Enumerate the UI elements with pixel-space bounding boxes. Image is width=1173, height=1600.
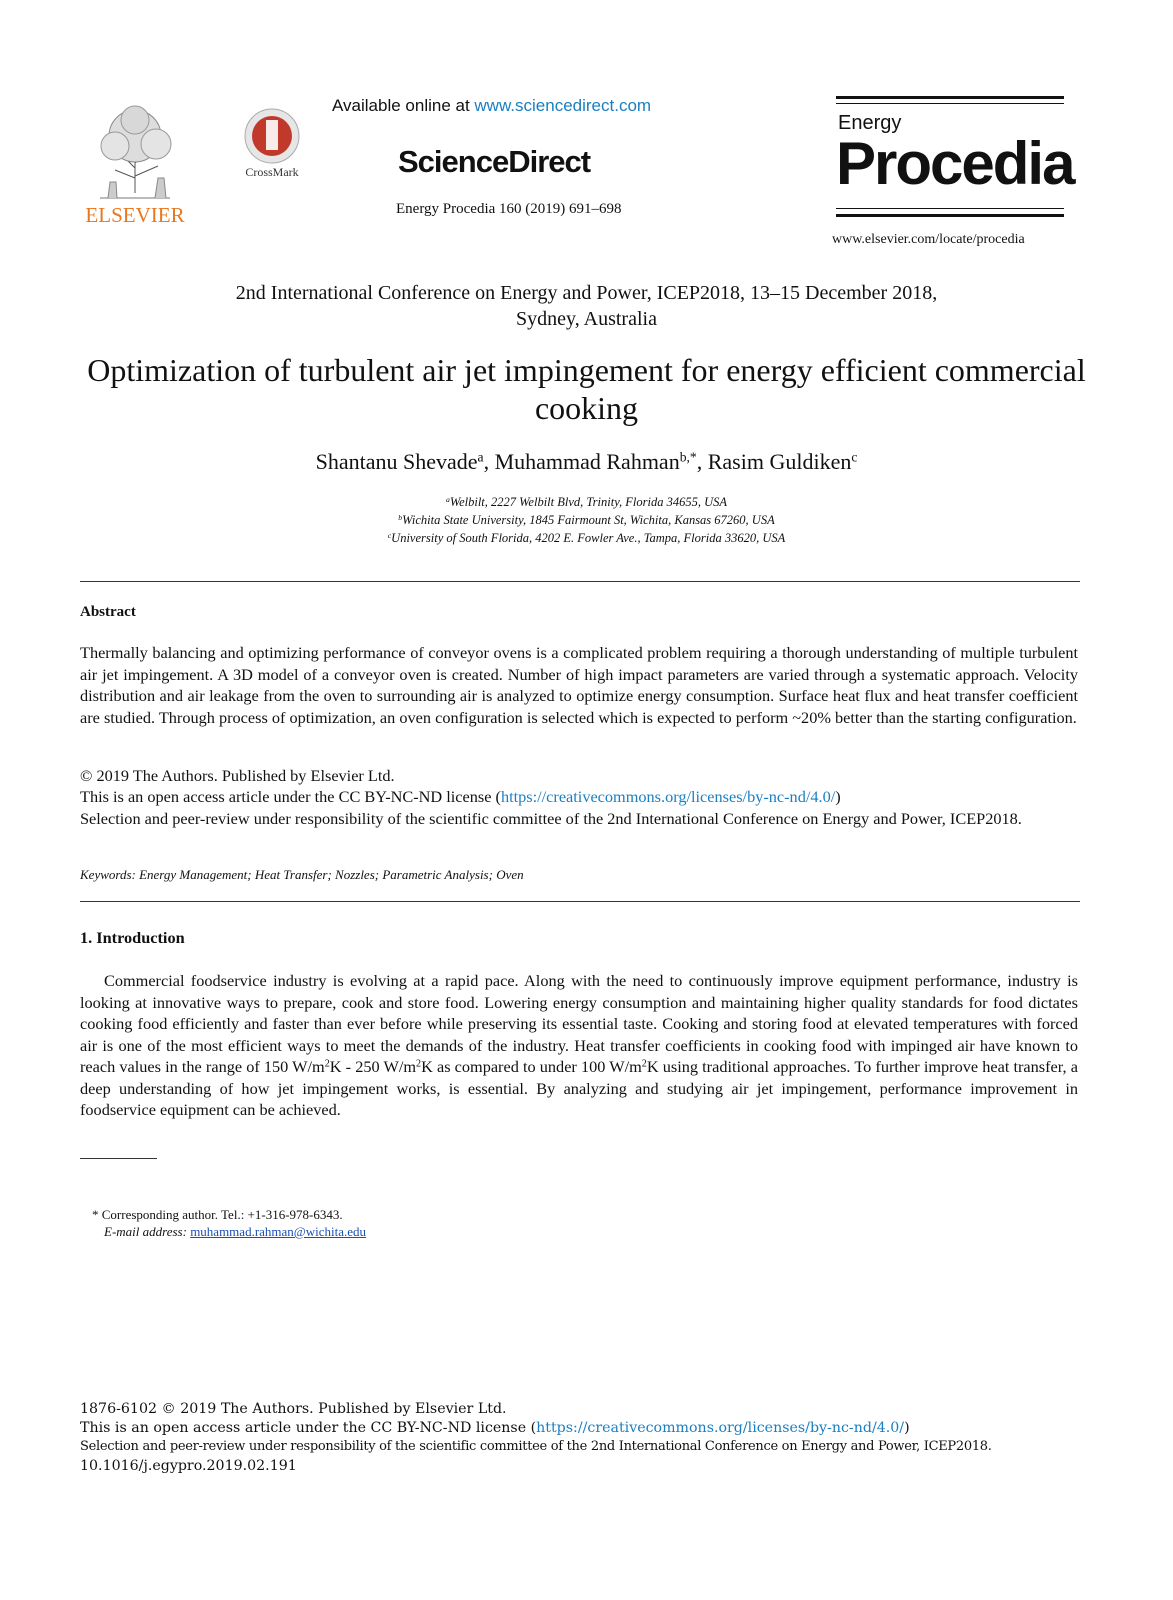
license-suffix: ): [835, 787, 841, 806]
keywords: Keywords: Energy Management; Heat Transfer; Nozzles; Parametric Analysis; Oven: [80, 867, 524, 882]
author-affil-mark: c: [851, 449, 858, 465]
superscript: 2: [324, 1058, 330, 1070]
available-prefix: Available online at: [332, 96, 475, 115]
email-link[interactable]: muhammad.rahman@wichita.edu: [190, 1224, 367, 1239]
affil-text: University of South Florida, 4202 E. Fowler Ave., Tampa, Florida 33620, USA: [391, 531, 786, 545]
conference-line-2: Sydney, Australia: [516, 308, 657, 330]
author-name: Rasim Guldiken: [707, 449, 852, 474]
author-name: Muhammad Rahman: [494, 449, 680, 474]
intro-text: K using traditional approaches. To further improve heat transfer, a deep understanding of how jet impingement works, is essential. By analyzing and studying air jet impingement, performance improvement in foodservice equipment can be achieved.: [80, 1057, 1078, 1119]
footer-doi[interactable]: 10.1016/j.egypro.2019.02.191: [80, 1458, 297, 1474]
license-prefix: This is an open access article under the CC BY-NC-ND license (: [80, 1420, 537, 1436]
logo-procedia-text: Procedia: [836, 130, 1074, 197]
available-online: [332, 96, 712, 116]
license-prefix: This is an open access article under the CC BY-NC-ND license (: [80, 787, 501, 806]
author-affil-mark: a: [477, 449, 484, 465]
affiliation: [100, 529, 1073, 547]
affil-text: Wichita State University, 1845 Fairmount St, Wichita, Kansas 67260, USA: [402, 513, 775, 527]
affil-mark: b: [398, 512, 403, 522]
license-suffix: ): [904, 1420, 910, 1436]
superscript: 2: [641, 1058, 647, 1070]
intro-text: K as compared to under 100 W/m: [421, 1057, 642, 1076]
author-list: [100, 449, 1073, 475]
elsevier-logo: [80, 98, 190, 228]
abstract-copyright: © 2019 The Authors. Published by Elsevier Ltd.: [80, 766, 395, 785]
logo-rule: [836, 103, 1064, 104]
elsevier-tree-icon: [100, 106, 171, 198]
affiliation: [100, 511, 1073, 529]
section-divider: [80, 901, 1080, 902]
affiliations: [100, 493, 1073, 547]
email-note: [104, 1224, 366, 1240]
elsevier-wordmark: ELSEVIER: [85, 203, 185, 227]
affil-text: Welbilt, 2227 Welbilt Blvd, Trinity, Florida 34655, USA: [449, 495, 728, 509]
introduction-paragraph: [80, 970, 1078, 1121]
crossmark-label: CrossMark: [245, 165, 299, 179]
abstract-selection-note: Selection and peer-review under responsibility of the scientific committee of the 2nd International Conference on Energy and Power, ICEP2018.: [80, 809, 1022, 828]
logo-energy-text: Energy: [838, 112, 902, 134]
conference-line-1: 2nd International Conference on Energy and Power, ICEP2018, 13–15 December 2018,: [235, 282, 938, 304]
author-name: Shantanu Shevade: [315, 449, 478, 474]
intro-text: K - 250 W/m: [329, 1057, 417, 1076]
logo-rule: [836, 208, 1064, 209]
logo-rule: [836, 214, 1064, 217]
section-divider: [80, 581, 1080, 582]
affiliation: [100, 493, 1073, 511]
license-link[interactable]: https://creativecommons.org/licenses/by-nc-nd/4.0/: [500, 787, 836, 806]
author-separator: ,: [483, 449, 495, 474]
intro-text: Commercial foodservice industry is evolving at a rapid pace. Along with the need to continuously improve equipment performance, industry is looking at innovative ways to prepare, cook and store food. Lowering energy consumption and maintaining higher quality standards for food dictates cooking food efficiently and faster than ever before while preserving its essential taste. Cooking and storing food at elevated temperatures with forced air is one of the most efficient ways to meet the demands of the industry. Heat transfer coefficients in cooking food with impinged air have known to reach values in the range of 150 W/m: [80, 971, 1078, 1076]
abstract-body: Thermally balancing and optimizing performance of conveyor ovens is a complicated problem requiring a thorough understanding of multiple turbulent air jet impingement. A 3D model of a conveyor oven is created. Number of high impact parameters are varied through a systematic approach. Velocity distribution and air leakage from the oven to surrounding air is analyzed to optimize energy consumption. Surface heat flux and heat transfer coefficient are studied. Through process of optimization, an oven configuration is selected which is expected to perform ~20% better than the starting configuration.: [80, 643, 1078, 727]
paper-title: Optimization of turbulent air jet impingement for energy efficient commercial cooking: [87, 352, 1086, 426]
author-affil-mark: b,*: [679, 449, 697, 465]
sciencedirect-logo: ScienceDirect: [398, 144, 591, 179]
footnote-rule: [80, 1158, 157, 1159]
journal-reference: Energy Procedia 160 (2019) 691–698: [396, 201, 622, 217]
abstract-license: [80, 787, 841, 807]
energy-procedia-logo: [836, 96, 1074, 224]
email-label: E-mail address:: [104, 1224, 191, 1239]
affil-mark: a: [445, 494, 450, 504]
footer-issn: 1876-6102 © 2019 The Authors. Published by Elsevier Ltd.: [80, 1401, 507, 1417]
author-separator: ,: [696, 449, 708, 474]
corresponding-author-note: * Corresponding author. Tel.: +1-316-978-6343.: [92, 1207, 343, 1222]
journal-homepage-link[interactable]: www.elsevier.com/locate/procedia: [832, 232, 1025, 247]
conference-info: [100, 280, 1073, 332]
affil-mark: c: [387, 530, 392, 540]
logo-rule: [836, 96, 1064, 99]
abstract-heading: Abstract: [80, 604, 136, 620]
footer-license: [80, 1420, 910, 1436]
license-link[interactable]: https://creativecommons.org/licenses/by-nc-nd/4.0/: [536, 1420, 905, 1436]
sciencedirect-link[interactable]: www.sciencedirect.com: [474, 96, 652, 115]
crossmark-badge[interactable]: [236, 106, 308, 180]
superscript: 2: [416, 1058, 422, 1070]
introduction-heading: 1. Introduction: [80, 928, 185, 947]
footer-selection: Selection and peer-review under responsibility of the scientific committee of the 2nd International Conference on Energy and Power, ICEP2018.: [80, 1439, 992, 1454]
